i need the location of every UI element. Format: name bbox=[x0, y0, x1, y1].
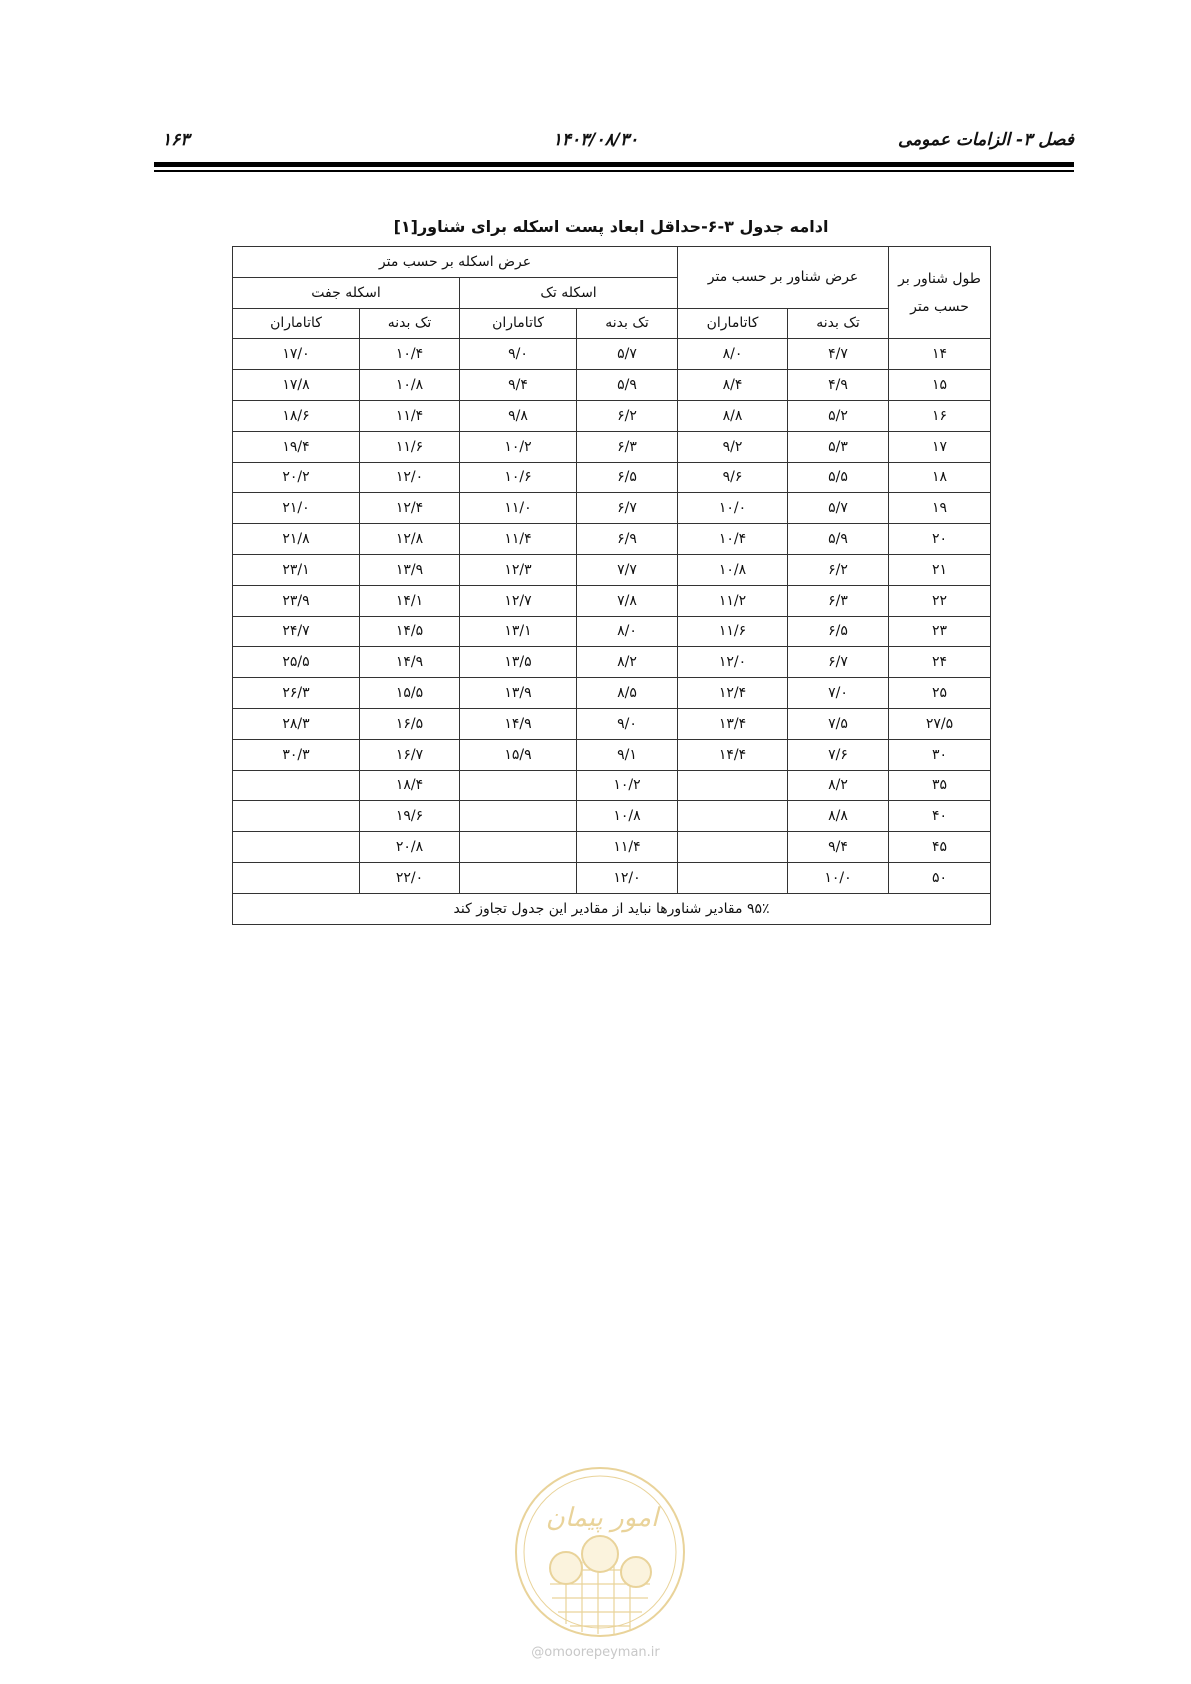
cell-double-monohull: ۱۶/۵ bbox=[360, 708, 460, 739]
cell-single-catamaran: ۱۲/۷ bbox=[460, 585, 577, 616]
cell-single-monohull: ۸/۰ bbox=[577, 616, 678, 647]
omoorepeyman-logo-watermark bbox=[510, 1462, 690, 1644]
cell-single-monohull: ۷/۸ bbox=[577, 585, 678, 616]
cell-double-monohull: ۲۲/۰ bbox=[360, 862, 460, 893]
cell-length: ۲۳ bbox=[889, 616, 991, 647]
table-row bbox=[233, 616, 991, 647]
note-row bbox=[233, 893, 991, 924]
header-double-monohull: تک بدنه bbox=[360, 308, 460, 339]
cell-single-catamaran: ۱۰/۶ bbox=[460, 462, 577, 493]
cell-double-monohull: ۱۰/۸ bbox=[360, 370, 460, 401]
table-row bbox=[233, 647, 991, 678]
table-row bbox=[233, 400, 991, 431]
cell-vessel-monohull: ۸/۲ bbox=[788, 770, 889, 801]
cell-vessel-monohull: ۴/۹ bbox=[788, 370, 889, 401]
cell-length: ۲۵ bbox=[889, 678, 991, 709]
cell-single-catamaran bbox=[460, 801, 577, 832]
cell-length: ۲۷/۵ bbox=[889, 708, 991, 739]
cell-length: ۳۵ bbox=[889, 770, 991, 801]
cell-single-catamaran: ۱۱/۴ bbox=[460, 524, 577, 555]
header-row-1 bbox=[233, 247, 991, 278]
header-rule-thick bbox=[154, 162, 1074, 167]
cell-single-catamaran: ۱۳/۹ bbox=[460, 678, 577, 709]
table-row bbox=[233, 801, 991, 832]
cell-single-monohull: ۶/۵ bbox=[577, 462, 678, 493]
cell-vessel-monohull: ۵/۳ bbox=[788, 431, 889, 462]
cell-length: ۲۱ bbox=[889, 554, 991, 585]
cell-double-catamaran bbox=[233, 770, 360, 801]
cell-double-catamaran bbox=[233, 862, 360, 893]
table-row bbox=[233, 339, 991, 370]
table-row bbox=[233, 585, 991, 616]
cell-single-catamaran: ۱۰/۲ bbox=[460, 431, 577, 462]
cell-double-catamaran: ۲۴/۷ bbox=[233, 616, 360, 647]
table-note: ۹۵٪ مقادیر شناورها نباید از مقادیر این جدول تجاوز کند bbox=[233, 893, 991, 924]
cell-double-monohull: ۱۶/۷ bbox=[360, 739, 460, 770]
header-vessel-width: عرض شناور بر حسب متر bbox=[678, 247, 889, 309]
cell-single-monohull: ۱۱/۴ bbox=[577, 832, 678, 863]
cell-single-monohull: ۹/۰ bbox=[577, 708, 678, 739]
cell-vessel-catamaran: ۱۱/۶ bbox=[678, 616, 788, 647]
cell-double-catamaran: ۲۱/۸ bbox=[233, 524, 360, 555]
cell-vessel-monohull: ۴/۷ bbox=[788, 339, 889, 370]
cell-single-monohull: ۸/۲ bbox=[577, 647, 678, 678]
cell-single-catamaran bbox=[460, 832, 577, 863]
cell-double-monohull: ۲۰/۸ bbox=[360, 832, 460, 863]
cell-vessel-monohull: ۶/۵ bbox=[788, 616, 889, 647]
cell-double-monohull: ۱۳/۹ bbox=[360, 554, 460, 585]
site-watermark: @omoorepeyman.ir bbox=[531, 1645, 660, 1660]
cell-length: ۱۹ bbox=[889, 493, 991, 524]
cell-length: ۱۵ bbox=[889, 370, 991, 401]
header-single-monohull: تک بدنه bbox=[577, 308, 678, 339]
cell-vessel-monohull: ۶/۲ bbox=[788, 554, 889, 585]
cell-vessel-catamaran: ۹/۶ bbox=[678, 462, 788, 493]
cell-double-monohull: ۱۹/۶ bbox=[360, 801, 460, 832]
cell-double-catamaran: ۱۹/۴ bbox=[233, 431, 360, 462]
berth-dimensions-table bbox=[232, 246, 991, 925]
cell-single-monohull: ۶/۹ bbox=[577, 524, 678, 555]
cell-vessel-catamaran: ۸/۴ bbox=[678, 370, 788, 401]
cell-double-monohull: ۱۲/۸ bbox=[360, 524, 460, 555]
cell-double-catamaran: ۱۷/۰ bbox=[233, 339, 360, 370]
cell-length: ۱۶ bbox=[889, 400, 991, 431]
cell-single-monohull: ۱۰/۲ bbox=[577, 770, 678, 801]
header-double-berth: اسکله جفت bbox=[233, 277, 460, 308]
cell-single-monohull: ۶/۷ bbox=[577, 493, 678, 524]
cell-double-monohull: ۱۲/۴ bbox=[360, 493, 460, 524]
cell-single-monohull: ۹/۱ bbox=[577, 739, 678, 770]
cell-double-catamaran: ۱۸/۶ bbox=[233, 400, 360, 431]
header-single-berth: اسکله تک bbox=[460, 277, 678, 308]
cell-double-catamaran: ۲۱/۰ bbox=[233, 493, 360, 524]
header-single-catamaran: کاتاماران bbox=[460, 308, 577, 339]
cell-vessel-monohull: ۶/۳ bbox=[788, 585, 889, 616]
chapter-title: فصل ۳- الزامات عمومی bbox=[897, 130, 1074, 150]
cell-length: ۳۰ bbox=[889, 739, 991, 770]
table-row bbox=[233, 739, 991, 770]
cell-vessel-catamaran bbox=[678, 770, 788, 801]
header-length: طول شناور بر حسب متر bbox=[889, 247, 991, 339]
cell-double-catamaran: ۱۷/۸ bbox=[233, 370, 360, 401]
cell-single-monohull: ۶/۳ bbox=[577, 431, 678, 462]
cell-length: ۲۴ bbox=[889, 647, 991, 678]
cell-vessel-monohull: ۵/۷ bbox=[788, 493, 889, 524]
cell-vessel-catamaran: ۱۰/۴ bbox=[678, 524, 788, 555]
cell-vessel-catamaran: ۱۲/۰ bbox=[678, 647, 788, 678]
cell-length: ۲۰ bbox=[889, 524, 991, 555]
cell-double-monohull: ۱۲/۰ bbox=[360, 462, 460, 493]
cell-single-monohull: ۱۰/۸ bbox=[577, 801, 678, 832]
cell-vessel-catamaran: ۱۱/۲ bbox=[678, 585, 788, 616]
table-row bbox=[233, 678, 991, 709]
cell-length: ۲۲ bbox=[889, 585, 991, 616]
page-number: ۱۶۳ bbox=[162, 130, 190, 150]
table-row bbox=[233, 862, 991, 893]
header-double-catamaran: کاتاماران bbox=[233, 308, 360, 339]
cell-vessel-monohull: ۵/۹ bbox=[788, 524, 889, 555]
cell-single-monohull: ۵/۷ bbox=[577, 339, 678, 370]
table-row bbox=[233, 431, 991, 462]
cell-single-catamaran bbox=[460, 862, 577, 893]
cell-double-monohull: ۱۴/۱ bbox=[360, 585, 460, 616]
table-row bbox=[233, 524, 991, 555]
cell-single-monohull: ۶/۲ bbox=[577, 400, 678, 431]
cell-double-monohull: ۱۰/۴ bbox=[360, 339, 460, 370]
cell-vessel-catamaran: ۱۲/۴ bbox=[678, 678, 788, 709]
cell-vessel-monohull: ۹/۴ bbox=[788, 832, 889, 863]
cell-single-catamaran: ۱۴/۹ bbox=[460, 708, 577, 739]
cell-vessel-monohull: ۷/۶ bbox=[788, 739, 889, 770]
cell-vessel-monohull: ۶/۷ bbox=[788, 647, 889, 678]
table-body bbox=[233, 339, 991, 893]
cell-single-catamaran: ۱۲/۳ bbox=[460, 554, 577, 585]
cell-vessel-catamaran: ۱۴/۴ bbox=[678, 739, 788, 770]
cell-single-catamaran: ۹/۴ bbox=[460, 370, 577, 401]
cell-double-catamaran: ۲۵/۵ bbox=[233, 647, 360, 678]
cell-double-monohull: ۱۴/۹ bbox=[360, 647, 460, 678]
cell-vessel-monohull: ۷/۰ bbox=[788, 678, 889, 709]
cell-single-catamaran: ۹/۸ bbox=[460, 400, 577, 431]
cell-double-catamaran: ۳۰/۳ bbox=[233, 739, 360, 770]
cell-vessel-monohull: ۸/۸ bbox=[788, 801, 889, 832]
cell-double-catamaran: ۲۰/۲ bbox=[233, 462, 360, 493]
table-row bbox=[233, 770, 991, 801]
table-row bbox=[233, 554, 991, 585]
cell-double-catamaran bbox=[233, 832, 360, 863]
table-row bbox=[233, 493, 991, 524]
table-row bbox=[233, 708, 991, 739]
cell-vessel-catamaran: ۱۰/۸ bbox=[678, 554, 788, 585]
cell-length: ۴۰ bbox=[889, 801, 991, 832]
cell-single-catamaran: ۱۳/۵ bbox=[460, 647, 577, 678]
table-row bbox=[233, 462, 991, 493]
cell-double-catamaran bbox=[233, 801, 360, 832]
cell-vessel-monohull: ۵/۵ bbox=[788, 462, 889, 493]
table-row bbox=[233, 832, 991, 863]
table-caption: ادامه جدول ۳-۶-حداقل ابعاد پست اسکله برای شناور[۱] bbox=[393, 217, 829, 236]
cell-single-monohull: ۸/۵ bbox=[577, 678, 678, 709]
table-row bbox=[233, 370, 991, 401]
cell-vessel-monohull: ۱۰/۰ bbox=[788, 862, 889, 893]
cell-vessel-catamaran: ۸/۰ bbox=[678, 339, 788, 370]
header-rule-thin bbox=[154, 170, 1074, 172]
logo-text: امور پیمان bbox=[545, 1503, 659, 1533]
cell-vessel-catamaran: ۱۳/۴ bbox=[678, 708, 788, 739]
header-vessel-monohull: تک بدنه bbox=[788, 308, 889, 339]
cell-vessel-catamaran bbox=[678, 862, 788, 893]
cell-double-catamaran: ۲۶/۳ bbox=[233, 678, 360, 709]
document-date: ۱۴۰۳/۰۸/۳۰ bbox=[552, 130, 639, 150]
header-vessel-catamaran: کاتاماران bbox=[678, 308, 788, 339]
cell-vessel-monohull: ۵/۲ bbox=[788, 400, 889, 431]
cell-double-monohull: ۱۸/۴ bbox=[360, 770, 460, 801]
cell-double-monohull: ۱۴/۵ bbox=[360, 616, 460, 647]
cell-double-catamaran: ۲۳/۹ bbox=[233, 585, 360, 616]
cell-single-monohull: ۱۲/۰ bbox=[577, 862, 678, 893]
cell-vessel-catamaran: ۹/۲ bbox=[678, 431, 788, 462]
cell-vessel-catamaran bbox=[678, 801, 788, 832]
cell-double-monohull: ۱۱/۶ bbox=[360, 431, 460, 462]
cell-length: ۱۴ bbox=[889, 339, 991, 370]
cell-single-catamaran: ۹/۰ bbox=[460, 339, 577, 370]
cell-single-catamaran bbox=[460, 770, 577, 801]
cell-length: ۴۵ bbox=[889, 832, 991, 863]
cell-vessel-catamaran: ۱۰/۰ bbox=[678, 493, 788, 524]
cell-length: ۱۸ bbox=[889, 462, 991, 493]
cell-single-catamaran: ۱۱/۰ bbox=[460, 493, 577, 524]
cell-double-monohull: ۱۱/۴ bbox=[360, 400, 460, 431]
cell-length: ۱۷ bbox=[889, 431, 991, 462]
cell-vessel-catamaran: ۸/۸ bbox=[678, 400, 788, 431]
cell-single-catamaran: ۱۳/۱ bbox=[460, 616, 577, 647]
cell-single-monohull: ۷/۷ bbox=[577, 554, 678, 585]
cell-vessel-catamaran bbox=[678, 832, 788, 863]
header-row-3 bbox=[233, 308, 991, 339]
cell-double-catamaran: ۲۳/۱ bbox=[233, 554, 360, 585]
cell-single-catamaran: ۱۵/۹ bbox=[460, 739, 577, 770]
cell-double-catamaran: ۲۸/۳ bbox=[233, 708, 360, 739]
cell-vessel-monohull: ۷/۵ bbox=[788, 708, 889, 739]
cell-single-monohull: ۵/۹ bbox=[577, 370, 678, 401]
cell-double-monohull: ۱۵/۵ bbox=[360, 678, 460, 709]
cell-length: ۵۰ bbox=[889, 862, 991, 893]
header-berth-width: عرض اسکله بر حسب متر bbox=[233, 247, 678, 278]
